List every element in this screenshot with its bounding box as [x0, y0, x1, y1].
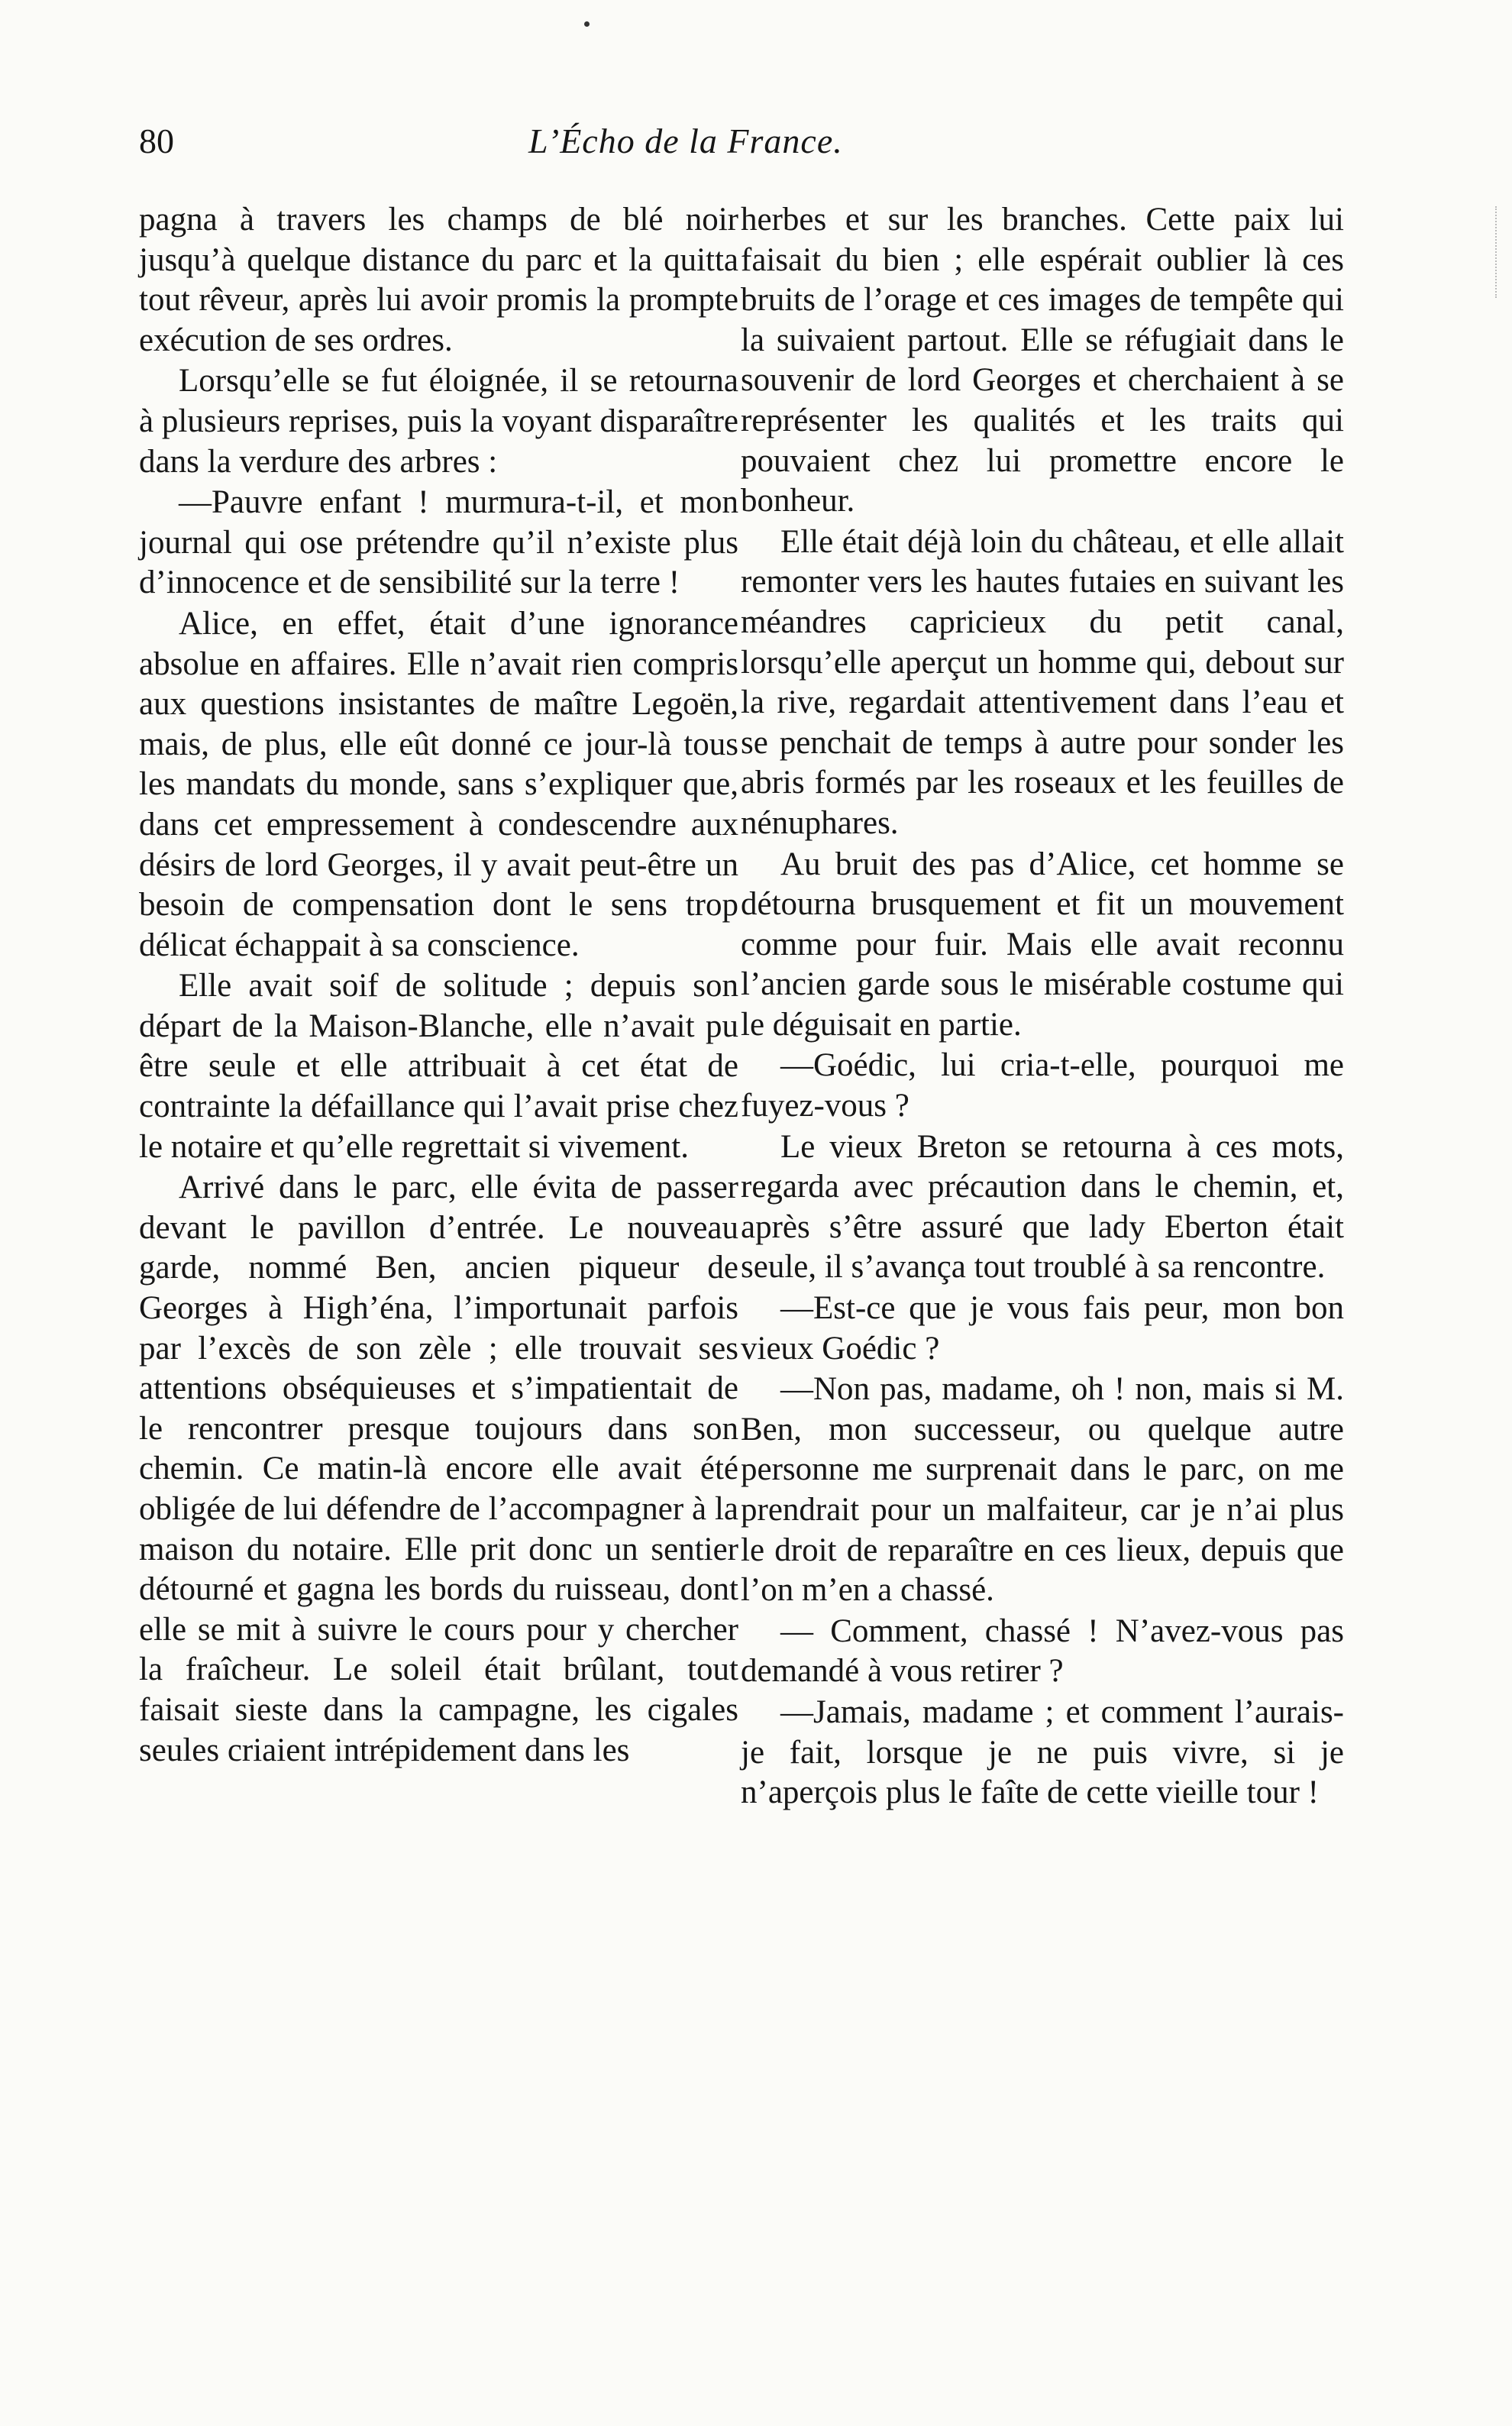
right-column: [741, 200, 1344, 1814]
paragraph: Lorsqu’elle se fut éloignée, il se retourna à plusieurs reprises, puis la voyant disparaître dans la verdure des arbres :: [139, 363, 738, 480]
paragraph: —Pauvre enfant ! murmura-t-il, et mon journal qui ose prétendre qu’il n’existe plus d’innocence et de sensibilité sur la terre !: [139, 484, 738, 601]
page-header: [139, 121, 1330, 176]
running-title: L’Écho de la France.: [528, 121, 843, 160]
paragraph: —Non pas, madame, oh ! non, mais si M. Ben, mon successeur, ou quelque autre personne me surprenait dans le parc, on me prendrait pour un malfaiteur, car je n’ai plus le droit de reparaître en ces lieux, depuis que l’on m’en a chassé.: [741, 1371, 1344, 1609]
ink-speck: [584, 21, 590, 27]
page-number: 80: [139, 121, 174, 160]
paragraph: Arrivé dans le parc, elle évita de passer devant le pavillon d’entrée. Le nouveau garde, nommé Ben, ancien piqueur de Georges à High’éna, l’importunait parfois par l’excès de son zèle ; elle trouvait ses attentions obséquieuses et s’impatientait de le rencontrer presque toujours dans son chemin. Ce matin-là encore elle avait été obligée de lui défendre de l’accompagner à la maison du notaire. Elle prit donc un sentier détourné et gagna les bords du ruisseau, dont elle se mit à suivre le cours pour y chercher la fraîcheur. Le soleil était brûlant, tout faisait sieste dans la campagne, les cigales seules criaient intrépidement dans les: [139, 1169, 738, 1768]
paragraph: pagna à travers les champs de blé noir jusqu’à quelque distance du parc et la quitta tout rêveur, après lui avoir promis la prompte exécution de ses ordres.: [139, 202, 738, 358]
margin-scan-marks: [1495, 206, 1500, 298]
paragraph: Alice, en effet, était d’une ignorance absolue en affaires. Elle n’avait rien compris aux questions insistantes de maître Legoën, mais, de plus, elle eût donné ce jour-là tous les mandats du monde, sans s’expliquer que, dans cet empressement à condescendre aux désirs de lord Georges, il y avait peut-être un besoin de compensation dont le sens trop délicat échappait à sa conscience.: [139, 605, 738, 963]
paragraph: Elle était déjà loin du château, et elle allait remonter vers les hautes futaies en suivant les méandres capricieux du petit canal, lorsqu’elle aperçut un homme qui, debout sur la rive, regardait attentivement dans l’eau et se penchait de temps à autre pour sonder les abris formés par les roseaux et les feuilles de nénuphares.: [741, 523, 1344, 841]
paragraph: —Est-ce que je vous fais peur, mon bon vieux Goédic ?: [741, 1290, 1344, 1367]
paragraph: herbes et sur les branches. Cette paix lui faisait du bien ; elle espérait oublier là ces bruits de l’orage et ces images de tempête qui la suivaient partout. Elle se réfugiait dans le souvenir de lord Georges et cherchaient à se représenter les qualités et les traits qui pouvaient chez lui promettre encore le bonheur.: [741, 202, 1344, 519]
paragraph: Au bruit des pas d’Alice, cet homme se détourna brusquement et fit un mouvement comme pour fuir. Mais elle avait reconnu l’ancien garde sous le misérable costume qui le déguisait en partie.: [741, 846, 1344, 1043]
paragraph: —Jamais, madame ; et comment l’aurais-je fait, lorsque je ne puis vivre, si je n’aperçois plus le faîte de cette vieille tour !: [741, 1693, 1344, 1811]
paragraph: — Comment, chassé ! N’avez-vous pas demandé à vous retirer ?: [741, 1612, 1344, 1690]
left-column: [139, 200, 738, 1771]
paragraph: Elle avait soif de solitude ; depuis son départ de la Maison-Blanche, elle n’avait pu être seule et elle attribuait à cet état de contrainte la défaillance qui l’avait prise chez le notaire et qu’elle regrettait si vivement.: [139, 968, 738, 1165]
paragraph: Le vieux Breton se retourna à ces mots, regarda avec précaution dans le chemin, et, après s’être assuré que lady Eberton était seule, il s’avança tout troublé à sa rencontre.: [741, 1128, 1344, 1286]
paragraph: —Goédic, lui cria-t-elle, pourquoi me fuyez-vous ?: [741, 1047, 1344, 1124]
